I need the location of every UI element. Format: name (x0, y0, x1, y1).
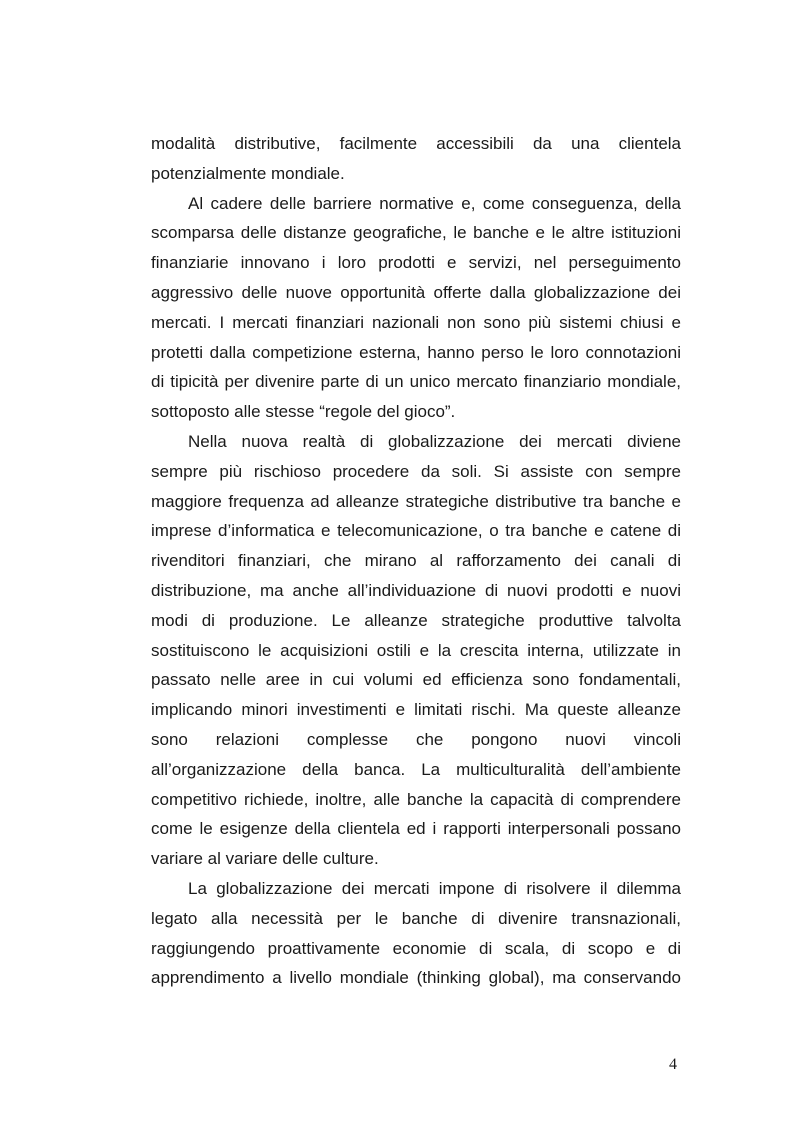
text-line: all’organizzazione della banca. La multiculturalità dell’ambiente (151, 759, 681, 779)
text-line: di tipicità per divenire parte di un unico mercato finanziario mondiale, (151, 372, 681, 392)
text-line: passato nelle aree in cui volumi ed efficienza sono fondamentali, (151, 670, 681, 690)
text-line: sempre più rischioso procedere da soli. Si assiste con sempre (151, 461, 681, 481)
text-line: raggiungendo proattivamente economie di scala, di scopo e di (151, 938, 681, 958)
text-line: aggressivo delle nuove opportunità offerte dalla globalizzazione dei (151, 282, 681, 302)
text-line: finanziarie innovano i loro prodotti e servizi, nel perseguimento (151, 253, 681, 273)
text-line: protetti dalla competizione esterna, hanno perso le loro connotazioni (151, 342, 681, 362)
text-line: implicando minori investimenti e limitati rischi. Ma queste alleanze (151, 700, 681, 720)
text-line: distribuzione, ma anche all’individuazione di nuovi prodotti e nuovi (151, 580, 681, 600)
text-line: sottoposto alle stesse “regole del gioco”. (151, 402, 456, 422)
text-line: legato alla necessità per le banche di divenire transnazionali, (151, 908, 681, 928)
text-line: come le esigenze della clientela ed i rapporti interpersonali possano (151, 819, 681, 839)
text-line: La globalizzazione dei mercati impone di risolvere il dilemma (188, 878, 681, 898)
document-body (151, 129, 681, 993)
text-line: sono relazioni complesse che pongono nuovi vincoli (151, 729, 681, 749)
text-line: scomparsa delle distanze geografiche, le banche e le altre istituzioni (151, 223, 681, 243)
text-line: sostituiscono le acquisizioni ostili e la crescita interna, utilizzate in (151, 640, 681, 660)
text-line: variare al variare delle culture. (151, 849, 379, 869)
text-line: apprendimento a livello mondiale (thinking global), ma conservando (151, 968, 681, 988)
text-line: competitivo richiede, inoltre, alle banche la capacità di comprendere (151, 789, 681, 809)
page-number: 4 (669, 1056, 677, 1073)
text-line: Al cadere delle barriere normative e, come conseguenza, della (188, 193, 681, 213)
text-line: maggiore frequenza ad alleanze strategiche distributive tra banche e (151, 491, 681, 511)
text-line: modi di produzione. Le alleanze strategiche produttive talvolta (151, 610, 681, 630)
text-line: potenzialmente mondiale. (151, 163, 345, 183)
text-line: rivenditori finanziari, che mirano al rafforzamento dei canali di (151, 551, 681, 571)
text-line: imprese d’informatica e telecomunicazione, o tra banche e catene di (151, 521, 681, 541)
text-line: mercati. I mercati finanziari nazionali non sono più sistemi chiusi e (151, 312, 681, 332)
text-line: modalità distributive, facilmente accessibili da una clientela (151, 134, 681, 153)
text-line: Nella nuova realtà di globalizzazione dei mercati diviene (188, 431, 681, 451)
